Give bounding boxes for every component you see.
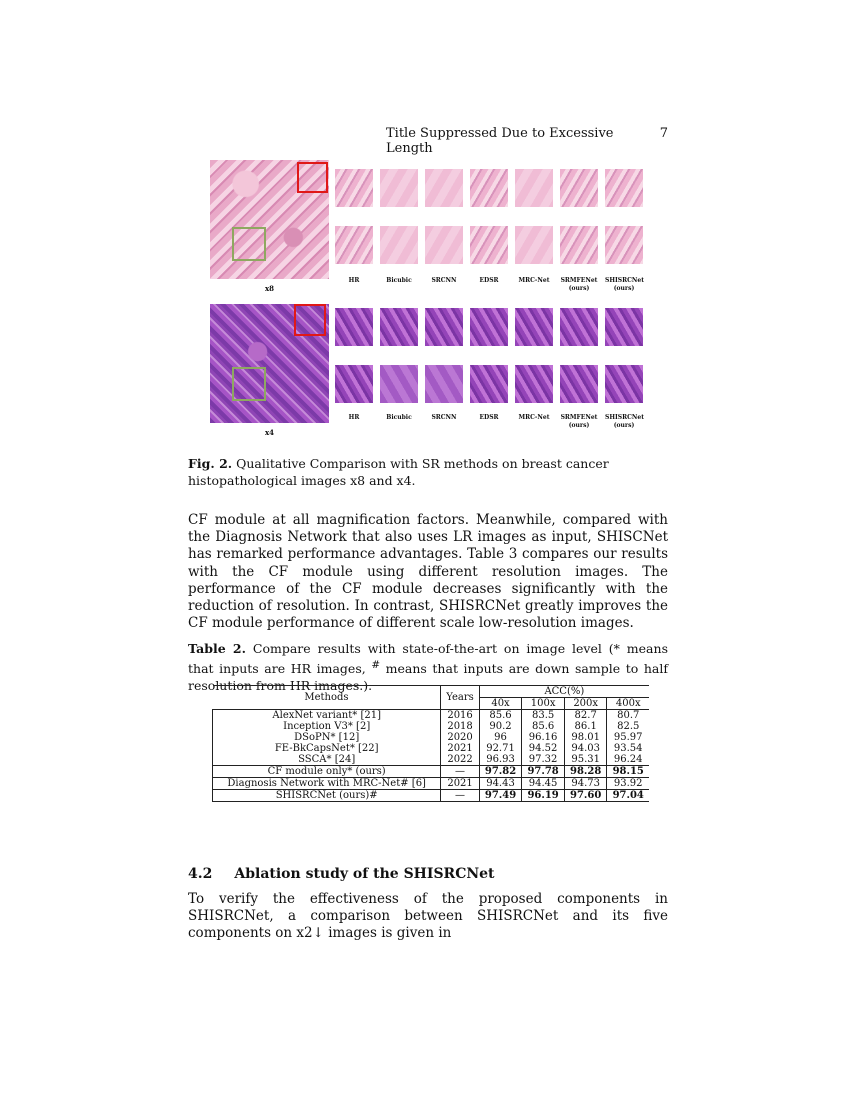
- table-caption-label: Table 2.: [188, 641, 246, 656]
- header-years: Years: [441, 686, 479, 710]
- table-cell-value: 97.78: [522, 766, 565, 778]
- patch-image: [470, 308, 508, 346]
- table-cell-year: 2022: [441, 754, 479, 766]
- patch-image: [515, 169, 553, 207]
- table-cell-value: 97.04: [607, 790, 649, 802]
- table-cell-value: 96.93: [479, 754, 522, 766]
- patch-image: [605, 169, 643, 207]
- table-cell-value: 94.03: [564, 743, 607, 754]
- table-cell-value: 96.19: [522, 790, 565, 802]
- table-cell-year: —: [441, 790, 479, 802]
- green-zoom-box: [232, 367, 266, 401]
- figure-panel-x8: [210, 160, 650, 300]
- table-cell-method: AlexNet variant* [21]: [213, 710, 441, 722]
- table-cell-method: FE-BkCapsNet* [22]: [213, 743, 441, 754]
- header-mag: 40x: [479, 698, 522, 710]
- table-cell-method: CF module only* (ours): [213, 766, 441, 778]
- method-label: Bicubic: [386, 414, 412, 421]
- table-cell-year: 2021: [441, 778, 479, 790]
- table-caption-star: *: [613, 641, 620, 656]
- table-caption-text: means that inputs are HR images,: [188, 641, 668, 677]
- table-row: [213, 766, 650, 778]
- table-cell-value: 94.73: [564, 778, 607, 790]
- patch-image: [470, 365, 508, 403]
- patch-grid-x4: [335, 304, 643, 403]
- patch-image: [560, 308, 598, 346]
- method-label: SRMFENet (ours): [560, 414, 598, 429]
- running-head-title: Title Suppressed Due to Excessive Length: [386, 126, 614, 156]
- body-paragraph: CF module at all magnification factors. Meanwhile, compared with the Diagnosis Network that also uses LR images as input, SHISCNet has remarked performance advantages. Table 3 compares our results with the CF module using different resolution images. The performance of the CF module decreases significantly with the reduction of resolution. In contrast, SHISRCNet greatly improves the CF module performance of different scale low-resolution images.: [188, 512, 668, 632]
- figure-caption-text: Qualitative Comparison with SR methods on breast cancer histopathological images x8 and x4.: [188, 456, 609, 488]
- patch-image: [515, 308, 553, 346]
- patch-image: [425, 308, 463, 346]
- header-mag: 100x: [522, 698, 565, 710]
- patch-image: [425, 169, 463, 207]
- table-cell-value: 82.5: [617, 721, 640, 732]
- table-cell-value: 83.5: [522, 710, 565, 722]
- header-methods: Methods: [213, 686, 441, 710]
- method-labels-x4: [335, 414, 643, 430]
- patch-image: [425, 365, 463, 403]
- patch-image: [470, 226, 508, 264]
- table-cell-value: 96: [479, 732, 522, 743]
- table-cell-year: 2020: [441, 732, 479, 743]
- table-cell-value: 93.54: [613, 743, 643, 754]
- patch-image: [515, 365, 553, 403]
- patch-image: [380, 365, 418, 403]
- table-cell-value: 97.32: [522, 754, 565, 766]
- figure-panel-x4: [210, 304, 650, 444]
- section-title: Ablation study of the SHISRCNet: [234, 866, 495, 882]
- header-mag: 400x: [607, 698, 649, 710]
- table-cell-value: 96.16: [522, 732, 565, 743]
- table-cell-value: 98.28: [564, 766, 607, 778]
- table-cell-method: Inception V3* [2]: [213, 721, 441, 732]
- patch-image: [470, 169, 508, 207]
- method-label: EDSR: [479, 277, 499, 284]
- figure-caption-label: Fig. 2.: [188, 456, 233, 471]
- table-cell-value: 95.31: [564, 754, 607, 766]
- table-row: [213, 721, 650, 732]
- table-cell-value: 98.01: [564, 732, 607, 743]
- patch-image: [380, 169, 418, 207]
- table-cell-value: 96.24: [613, 754, 643, 765]
- table-cell-year: 2021: [441, 743, 479, 754]
- table-cell-value: 95.97: [613, 732, 643, 743]
- page-number: 7: [659, 126, 668, 141]
- method-label: MRC-Net: [518, 414, 550, 421]
- patch-image: [560, 226, 598, 264]
- table-cell-value: 86.1: [564, 721, 607, 732]
- patch-image: [380, 308, 418, 346]
- results-table-body: [213, 710, 650, 802]
- section-heading: [188, 866, 495, 882]
- patch-image: [380, 226, 418, 264]
- table-cell-year: 2018: [441, 721, 479, 732]
- method-label: HR: [348, 277, 360, 284]
- method-label: HR: [348, 414, 360, 421]
- patch-image: [335, 365, 373, 403]
- table-cell-value: 98.15: [607, 766, 649, 778]
- table-row: [213, 754, 650, 766]
- red-zoom-box: [297, 162, 328, 193]
- table-cell-year: 2016: [441, 710, 479, 722]
- table-cell-year: —: [441, 766, 479, 778]
- method-label: SRCNN: [431, 277, 457, 284]
- table-cell-value: 85.6: [522, 721, 565, 732]
- hr-image-x8: [210, 160, 329, 279]
- table-row: [213, 732, 650, 743]
- table-cell-method: SHISRCNet (ours)#: [213, 790, 441, 802]
- green-zoom-box: [232, 227, 266, 261]
- method-label: EDSR: [479, 414, 499, 421]
- header-acc: ACC(%): [479, 686, 649, 698]
- section-body: To verify the effectiveness of the proposed components in SHISRCNet, a comparison between SHISRCNet and its five components on x2↓ images is given in: [188, 891, 668, 942]
- patch-image: [335, 308, 373, 346]
- running-head: [386, 126, 668, 156]
- patch-image: [560, 169, 598, 207]
- scale-label-x4: x4: [264, 428, 275, 437]
- table-cell-value: 80.7: [607, 710, 649, 722]
- method-label: Bicubic: [386, 277, 412, 284]
- results-table: [212, 685, 649, 802]
- table-row: [213, 790, 650, 802]
- method-label: SRCNN: [431, 414, 457, 421]
- table-cell-method: Diagnosis Network with MRC-Net# [6]: [213, 778, 441, 790]
- method-label: SRMFENet (ours): [560, 277, 598, 292]
- table-caption-text: means that inputs are down sample to half resolution from HR images.).: [188, 661, 668, 694]
- method-label: SHISRCNet (ours): [605, 414, 644, 429]
- table-cell-value: 97.60: [564, 790, 607, 802]
- red-zoom-box: [294, 304, 326, 336]
- table-cell-value: 94.43: [479, 778, 522, 790]
- table-caption-hash: #: [371, 659, 381, 671]
- table-row: [213, 743, 650, 754]
- patch-grid-x8: [335, 160, 643, 264]
- patch-image: [605, 308, 643, 346]
- table-cell-value: 97.82: [479, 766, 522, 778]
- method-labels-x8: [335, 277, 643, 293]
- figure-caption: [188, 455, 668, 489]
- figure-2: [210, 160, 650, 444]
- patch-image: [605, 226, 643, 264]
- patch-image: [605, 365, 643, 403]
- table-cell-method: DSoPN* [12]: [213, 732, 441, 743]
- table-cell-value: 93.92: [607, 778, 649, 790]
- table-cell-value: 90.2: [479, 721, 522, 732]
- table-cell-method: SSCA* [24]: [213, 754, 441, 766]
- patch-image: [335, 169, 373, 207]
- patch-image: [335, 226, 373, 264]
- patch-image: [560, 365, 598, 403]
- table-cell-value: 94.45: [522, 778, 565, 790]
- table-cell-value: 85.6: [479, 710, 522, 722]
- table-row: [213, 710, 650, 722]
- table-cell-value: 82.7: [564, 710, 607, 722]
- table-row: [213, 778, 650, 790]
- header-mag: 200x: [564, 698, 607, 710]
- table-cell-value: 94.52: [522, 743, 565, 754]
- table-caption-text: Compare results with state-of-the-art on image level (: [252, 641, 614, 656]
- scale-label-x8: x8: [264, 284, 275, 293]
- section-number: 4.2: [188, 866, 213, 882]
- table-cell-value: 97.49: [479, 790, 522, 802]
- method-label: MRC-Net: [518, 277, 550, 284]
- hr-image-x4: [210, 304, 329, 423]
- method-label: SHISRCNet (ours): [605, 277, 644, 292]
- table-cell-value: 92.71: [479, 743, 522, 754]
- patch-image: [515, 226, 553, 264]
- patch-image: [425, 226, 463, 264]
